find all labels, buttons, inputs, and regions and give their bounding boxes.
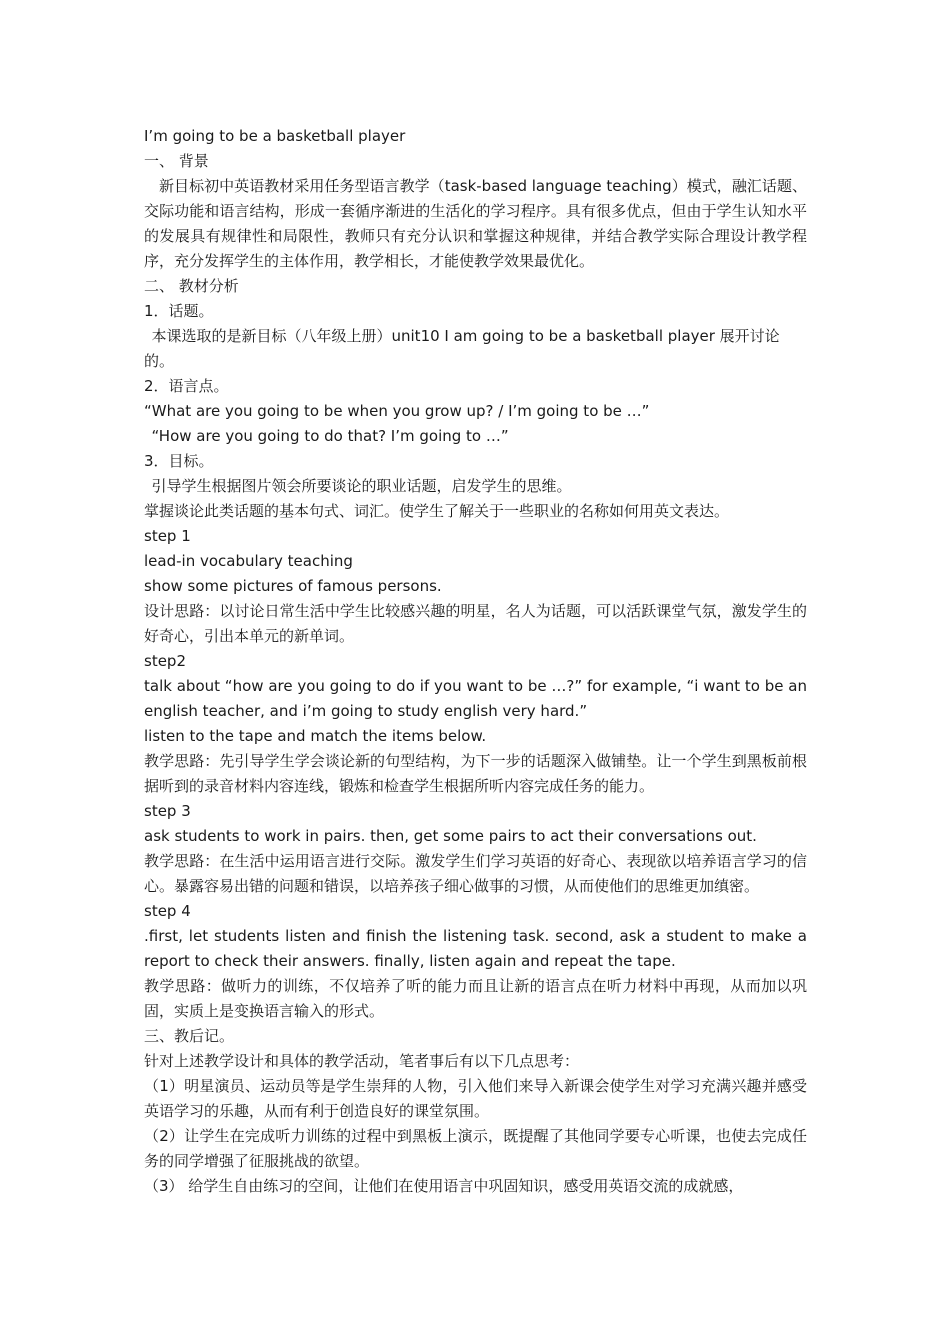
step-4-design-notes: 教学思路：做听力的训练，不仅培养了听的能力而且让新的语言点在听力材料中再现，从而加以巩固，实质上是变换语言输入的形式。 — [144, 977, 807, 1020]
step-3-design-notes: 教学思路：在生活中运用语言进行交际。激发学生们学习英语的好奇心、表现欲以培养语言学习的信心。暴露容易出错的问题和错误，以培养孩子细心做事的习惯，从而使他们的思维更加缜密。 — [144, 852, 807, 895]
objective-line-1: 引导学生根据图片领会所要谈论的职业话题，启发学生的思维。 — [151, 477, 572, 495]
step-2-heading: step2 — [144, 652, 186, 670]
item-heading-language-points: 2．语言点。 — [144, 377, 229, 395]
background-paragraph: 新目标初中英语教材采用任务型语言教学（task-based language teaching）模式，融汇话题、交际功能和语言结构，形成一套循序渐进的生活化的学习程序。具有很多优点，但由于学生认知水平的发展具有规律性和局限性，教师只有充分认识和掌握这种规律，并结合教学实际合理设计教学程序，充分发挥学生的主体作用，教学相长，才能使教学效果最优化。 — [144, 177, 807, 270]
step-3-line-1: ask students to work in pairs. then, get some pairs to act their conversations out. — [144, 827, 757, 845]
step-3-heading: step 3 — [144, 802, 191, 820]
section-heading-reflection: 三、教后记。 — [144, 1027, 235, 1045]
document-title: I’m going to be a basketball player — [144, 127, 406, 145]
step-2-line-2: listen to the tape and match the items below. — [144, 727, 487, 745]
step-4-heading: step 4 — [144, 902, 191, 920]
section-heading-background: 一、 背景 — [144, 152, 209, 170]
step-1-line-2: show some pictures of famous persons. — [144, 577, 442, 595]
document-body — [144, 124, 807, 1199]
language-point-line-2: “How are you going to do that? I’m going to …” — [151, 427, 509, 445]
step-1-heading: step 1 — [144, 527, 191, 545]
step-1-line-1: lead-in vocabulary teaching — [144, 552, 353, 570]
reflection-point-2: （2）让学生在完成听力训练的过程中到黑板上演示，既提醒了其他同学要专心听课，也使去完成任务的同学增强了征服挑战的欲望。 — [144, 1127, 807, 1170]
section-heading-material-analysis: 二、 教材分析 — [144, 277, 239, 295]
step-4-line-1: .first, let students listen and finish the listening task. second, ask a student to make a report to check their answers. finally, listen again and repeat the tape. — [144, 927, 807, 970]
objective-line-2: 掌握谈论此类话题的基本句式、词汇。使学生了解关于一些职业的名称如何用英文表达。 — [144, 502, 730, 520]
item-text-topic: 本课选取的是新目标（八年级上册）unit10 I am going to be a basketball player 展开讨论的。 — [144, 327, 780, 370]
reflection-point-3: （3） 给学生自由练习的空间，让他们在使用语言中巩固知识，感受用英语交流的成就感， — [144, 1177, 744, 1195]
item-heading-topic: 1．话题。 — [144, 302, 214, 320]
language-point-line-1: “What are you going to be when you grow up? / I’m going to be …” — [144, 402, 650, 420]
reflection-intro: 针对上述教学设计和具体的教学活动，笔者事后有以下几点思考： — [144, 1052, 580, 1070]
step-2-line-1: talk about “how are you going to do if you want to be …?” for example, “i want to be an english teacher, and i’m going to study english very hard.” — [144, 677, 807, 720]
step-2-design-notes: 教学思路：先引导学生学会谈论新的句型结构，为下一步的话题深入做铺垫。让一个学生到黑板前根据听到的录音材料内容连线，锻炼和检查学生根据所听内容完成任务的能力。 — [144, 752, 807, 795]
step-1-design-notes: 设计思路：以讨论日常生活中学生比较感兴趣的明星，名人为话题，可以活跃课堂气氛，激发学生的好奇心，引出本单元的新单词。 — [144, 602, 807, 645]
reflection-point-1: （1）明星演员、运动员等是学生崇拜的人物，引入他们来导入新课会使学生对学习充满兴趣并感受英语学习的乐趣，从而有利于创造良好的课堂氛围。 — [144, 1077, 807, 1120]
item-heading-objectives: 3．目标。 — [144, 452, 214, 470]
